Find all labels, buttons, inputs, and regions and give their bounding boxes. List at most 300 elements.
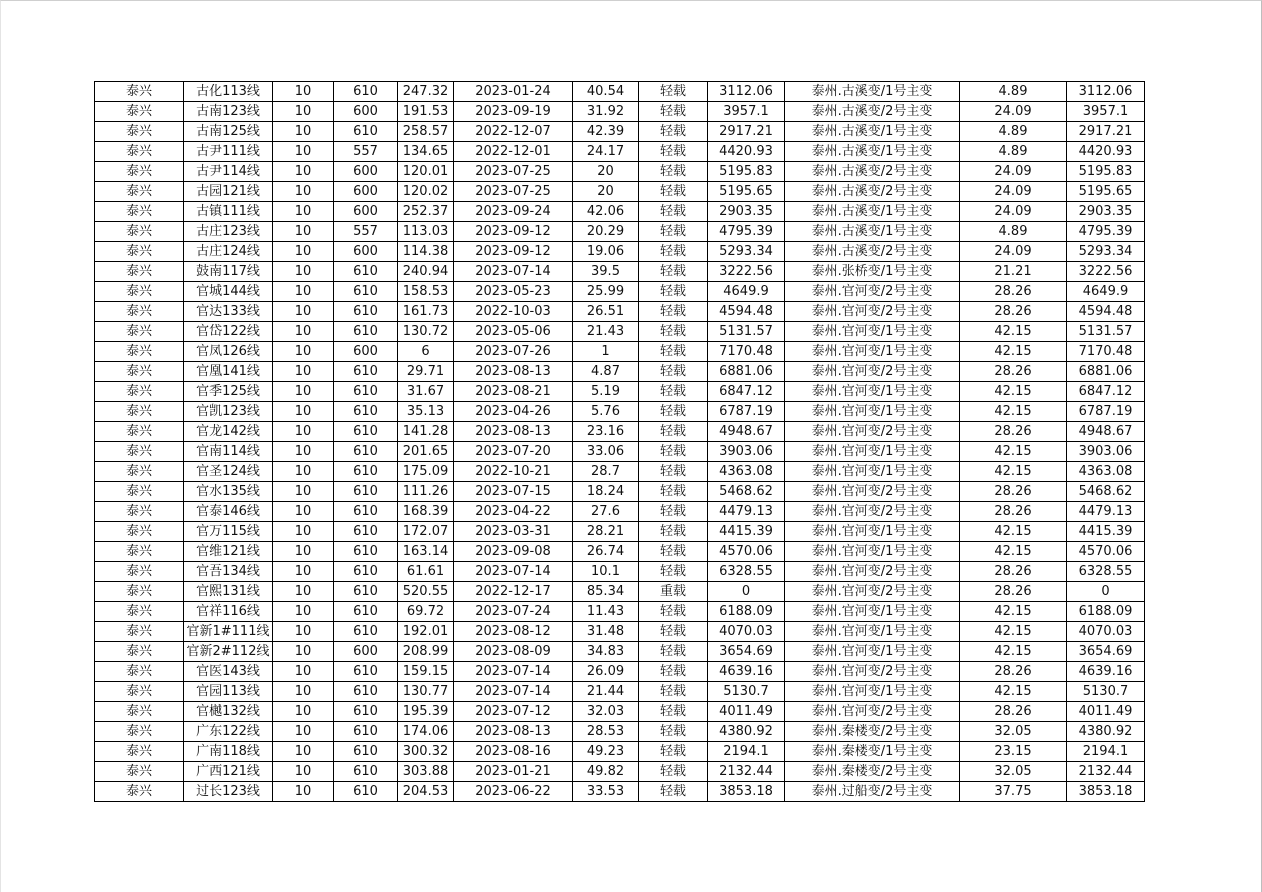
- cell-rated-current[interactable]: 610: [334, 742, 398, 762]
- cell-substation[interactable]: 泰州.官河变/2号主变: [785, 362, 960, 382]
- cell-margin[interactable]: 4011.49: [708, 702, 785, 722]
- cell-load-current[interactable]: 29.71: [398, 362, 454, 382]
- cell-date[interactable]: 2023-03-31: [454, 522, 573, 542]
- cell-transformer-load[interactable]: 42.15: [960, 442, 1067, 462]
- cell-district[interactable]: 泰兴: [95, 162, 184, 182]
- cell-substation[interactable]: 泰州.官河变/1号主变: [785, 342, 960, 362]
- cell-load-rate[interactable]: 40.54: [573, 82, 639, 102]
- cell-substation[interactable]: 泰州.古溪变/1号主变: [785, 142, 960, 162]
- cell-margin-repeat[interactable]: 6881.06: [1067, 362, 1145, 382]
- cell-load-rate[interactable]: 20: [573, 182, 639, 202]
- cell-margin-repeat[interactable]: 5131.57: [1067, 322, 1145, 342]
- cell-margin-repeat[interactable]: 2194.1: [1067, 742, 1145, 762]
- cell-district[interactable]: 泰兴: [95, 522, 184, 542]
- cell-load-type[interactable]: 轻载: [639, 522, 708, 542]
- cell-district[interactable]: 泰兴: [95, 462, 184, 482]
- cell-voltage[interactable]: 10: [273, 142, 334, 162]
- cell-transformer-load[interactable]: 4.89: [960, 222, 1067, 242]
- cell-voltage[interactable]: 10: [273, 742, 334, 762]
- cell-transformer-load[interactable]: 28.26: [960, 582, 1067, 602]
- cell-transformer-load[interactable]: 24.09: [960, 162, 1067, 182]
- cell-load-rate[interactable]: 27.6: [573, 502, 639, 522]
- cell-load-type[interactable]: 轻载: [639, 502, 708, 522]
- cell-margin-repeat[interactable]: 2917.21: [1067, 122, 1145, 142]
- cell-load-type[interactable]: 轻载: [639, 242, 708, 262]
- cell-line-name[interactable]: 古尹111线: [184, 142, 273, 162]
- cell-line-name[interactable]: 官医143线: [184, 662, 273, 682]
- cell-transformer-load[interactable]: 28.26: [960, 662, 1067, 682]
- cell-transformer-load[interactable]: 28.26: [960, 502, 1067, 522]
- cell-district[interactable]: 泰兴: [95, 262, 184, 282]
- cell-date[interactable]: 2022-12-17: [454, 582, 573, 602]
- cell-line-name[interactable]: 过长123线: [184, 782, 273, 802]
- cell-substation[interactable]: 泰州.官河变/1号主变: [785, 322, 960, 342]
- cell-voltage[interactable]: 10: [273, 342, 334, 362]
- cell-margin[interactable]: 4948.67: [708, 422, 785, 442]
- cell-load-type[interactable]: 轻载: [639, 422, 708, 442]
- cell-load-current[interactable]: 192.01: [398, 622, 454, 642]
- cell-voltage[interactable]: 10: [273, 542, 334, 562]
- cell-margin-repeat[interactable]: 4380.92: [1067, 722, 1145, 742]
- cell-load-current[interactable]: 258.57: [398, 122, 454, 142]
- cell-transformer-load[interactable]: 24.09: [960, 202, 1067, 222]
- cell-transformer-load[interactable]: 28.26: [960, 282, 1067, 302]
- cell-margin-repeat[interactable]: 5293.34: [1067, 242, 1145, 262]
- cell-line-name[interactable]: 古南125线: [184, 122, 273, 142]
- cell-margin-repeat[interactable]: 7170.48: [1067, 342, 1145, 362]
- cell-line-name[interactable]: 古庄124线: [184, 242, 273, 262]
- cell-date[interactable]: 2023-07-25: [454, 182, 573, 202]
- cell-margin[interactable]: 7170.48: [708, 342, 785, 362]
- cell-substation[interactable]: 泰州.官河变/1号主变: [785, 462, 960, 482]
- cell-date[interactable]: 2023-07-14: [454, 562, 573, 582]
- cell-district[interactable]: 泰兴: [95, 762, 184, 782]
- cell-margin-repeat[interactable]: 6188.09: [1067, 602, 1145, 622]
- cell-transformer-load[interactable]: 42.15: [960, 342, 1067, 362]
- cell-line-name[interactable]: 官季125线: [184, 382, 273, 402]
- cell-date[interactable]: 2023-04-22: [454, 502, 573, 522]
- cell-load-rate[interactable]: 34.83: [573, 642, 639, 662]
- cell-load-rate[interactable]: 28.7: [573, 462, 639, 482]
- cell-margin-repeat[interactable]: 4639.16: [1067, 662, 1145, 682]
- cell-margin-repeat[interactable]: 4070.03: [1067, 622, 1145, 642]
- cell-margin-repeat[interactable]: 4948.67: [1067, 422, 1145, 442]
- cell-transformer-load[interactable]: 24.09: [960, 182, 1067, 202]
- cell-district[interactable]: 泰兴: [95, 82, 184, 102]
- cell-voltage[interactable]: 10: [273, 382, 334, 402]
- cell-substation[interactable]: 泰州.古溪变/1号主变: [785, 222, 960, 242]
- cell-voltage[interactable]: 10: [273, 622, 334, 642]
- cell-transformer-load[interactable]: 32.05: [960, 762, 1067, 782]
- cell-load-type[interactable]: 轻载: [639, 222, 708, 242]
- cell-voltage[interactable]: 10: [273, 162, 334, 182]
- cell-margin[interactable]: 3957.1: [708, 102, 785, 122]
- cell-margin[interactable]: 5195.83: [708, 162, 785, 182]
- cell-rated-current[interactable]: 610: [334, 402, 398, 422]
- cell-line-name[interactable]: 官泰146线: [184, 502, 273, 522]
- cell-date[interactable]: 2023-06-22: [454, 782, 573, 802]
- cell-load-type[interactable]: 轻载: [639, 142, 708, 162]
- cell-load-rate[interactable]: 1: [573, 342, 639, 362]
- cell-load-rate[interactable]: 21.43: [573, 322, 639, 342]
- cell-margin-repeat[interactable]: 2903.35: [1067, 202, 1145, 222]
- cell-load-current[interactable]: 31.67: [398, 382, 454, 402]
- cell-load-rate[interactable]: 23.16: [573, 422, 639, 442]
- cell-rated-current[interactable]: 610: [334, 662, 398, 682]
- cell-load-current[interactable]: 252.37: [398, 202, 454, 222]
- cell-rated-current[interactable]: 610: [334, 482, 398, 502]
- cell-load-current[interactable]: 174.06: [398, 722, 454, 742]
- cell-voltage[interactable]: 10: [273, 782, 334, 802]
- cell-load-current[interactable]: 172.07: [398, 522, 454, 542]
- cell-line-name[interactable]: 官水135线: [184, 482, 273, 502]
- cell-date[interactable]: 2023-07-14: [454, 262, 573, 282]
- cell-load-current[interactable]: 195.39: [398, 702, 454, 722]
- cell-date[interactable]: 2023-08-21: [454, 382, 573, 402]
- cell-district[interactable]: 泰兴: [95, 682, 184, 702]
- cell-date[interactable]: 2023-09-08: [454, 542, 573, 562]
- cell-load-current[interactable]: 191.53: [398, 102, 454, 122]
- cell-load-rate[interactable]: 28.21: [573, 522, 639, 542]
- cell-load-current[interactable]: 240.94: [398, 262, 454, 282]
- cell-transformer-load[interactable]: 28.26: [960, 562, 1067, 582]
- cell-date[interactable]: 2023-01-24: [454, 82, 573, 102]
- cell-margin[interactable]: 3222.56: [708, 262, 785, 282]
- cell-load-type[interactable]: 轻载: [639, 362, 708, 382]
- cell-load-current[interactable]: 69.72: [398, 602, 454, 622]
- cell-margin[interactable]: 5293.34: [708, 242, 785, 262]
- cell-district[interactable]: 泰兴: [95, 422, 184, 442]
- cell-substation[interactable]: 泰州.秦楼变/2号主变: [785, 722, 960, 742]
- cell-transformer-load[interactable]: 21.21: [960, 262, 1067, 282]
- cell-load-current[interactable]: 120.02: [398, 182, 454, 202]
- cell-load-current[interactable]: 175.09: [398, 462, 454, 482]
- cell-district[interactable]: 泰兴: [95, 322, 184, 342]
- cell-load-rate[interactable]: 33.53: [573, 782, 639, 802]
- cell-substation[interactable]: 泰州.官河变/2号主变: [785, 582, 960, 602]
- cell-margin[interactable]: 5195.65: [708, 182, 785, 202]
- cell-load-current[interactable]: 35.13: [398, 402, 454, 422]
- cell-date[interactable]: 2023-08-12: [454, 622, 573, 642]
- cell-load-type[interactable]: 轻载: [639, 322, 708, 342]
- cell-district[interactable]: 泰兴: [95, 702, 184, 722]
- cell-load-type[interactable]: 轻载: [639, 482, 708, 502]
- cell-voltage[interactable]: 10: [273, 582, 334, 602]
- cell-transformer-load[interactable]: 42.15: [960, 322, 1067, 342]
- cell-load-type[interactable]: 重载: [639, 582, 708, 602]
- cell-district[interactable]: 泰兴: [95, 782, 184, 802]
- cell-voltage[interactable]: 10: [273, 602, 334, 622]
- cell-voltage[interactable]: 10: [273, 682, 334, 702]
- cell-load-rate[interactable]: 31.48: [573, 622, 639, 642]
- cell-transformer-load[interactable]: 37.75: [960, 782, 1067, 802]
- cell-district[interactable]: 泰兴: [95, 302, 184, 322]
- cell-transformer-load[interactable]: 28.26: [960, 362, 1067, 382]
- cell-date[interactable]: 2023-09-19: [454, 102, 573, 122]
- cell-line-name[interactable]: 官樾132线: [184, 702, 273, 722]
- cell-margin-repeat[interactable]: 5130.7: [1067, 682, 1145, 702]
- cell-rated-current[interactable]: 600: [334, 182, 398, 202]
- cell-load-type[interactable]: 轻载: [639, 262, 708, 282]
- cell-voltage[interactable]: 10: [273, 482, 334, 502]
- cell-date[interactable]: 2023-07-24: [454, 602, 573, 622]
- cell-rated-current[interactable]: 610: [334, 302, 398, 322]
- cell-date[interactable]: 2023-05-06: [454, 322, 573, 342]
- cell-load-type[interactable]: 轻载: [639, 402, 708, 422]
- cell-date[interactable]: 2023-04-26: [454, 402, 573, 422]
- cell-line-name[interactable]: 官凤126线: [184, 342, 273, 362]
- cell-line-name[interactable]: 官万115线: [184, 522, 273, 542]
- cell-substation[interactable]: 泰州.官河变/2号主变: [785, 502, 960, 522]
- cell-load-rate[interactable]: 85.34: [573, 582, 639, 602]
- cell-load-type[interactable]: 轻载: [639, 382, 708, 402]
- cell-margin-repeat[interactable]: 3222.56: [1067, 262, 1145, 282]
- cell-rated-current[interactable]: 610: [334, 582, 398, 602]
- cell-load-type[interactable]: 轻载: [639, 662, 708, 682]
- cell-voltage[interactable]: 10: [273, 202, 334, 222]
- cell-load-current[interactable]: 208.99: [398, 642, 454, 662]
- cell-margin-repeat[interactable]: 4415.39: [1067, 522, 1145, 542]
- cell-transformer-load[interactable]: 42.15: [960, 462, 1067, 482]
- cell-rated-current[interactable]: 610: [334, 322, 398, 342]
- cell-margin[interactable]: 3654.69: [708, 642, 785, 662]
- cell-transformer-load[interactable]: 28.26: [960, 422, 1067, 442]
- cell-rated-current[interactable]: 610: [334, 682, 398, 702]
- cell-date[interactable]: 2023-08-13: [454, 362, 573, 382]
- cell-line-name[interactable]: 官维121线: [184, 542, 273, 562]
- cell-voltage[interactable]: 10: [273, 122, 334, 142]
- cell-load-current[interactable]: 159.15: [398, 662, 454, 682]
- cell-voltage[interactable]: 10: [273, 322, 334, 342]
- cell-load-current[interactable]: 141.28: [398, 422, 454, 442]
- cell-district[interactable]: 泰兴: [95, 582, 184, 602]
- cell-substation[interactable]: 泰州.官河变/1号主变: [785, 642, 960, 662]
- cell-voltage[interactable]: 10: [273, 242, 334, 262]
- cell-margin[interactable]: 4795.39: [708, 222, 785, 242]
- cell-voltage[interactable]: 10: [273, 422, 334, 442]
- cell-load-rate[interactable]: 5.76: [573, 402, 639, 422]
- cell-date[interactable]: 2023-05-23: [454, 282, 573, 302]
- cell-load-rate[interactable]: 31.92: [573, 102, 639, 122]
- cell-date[interactable]: 2023-01-21: [454, 762, 573, 782]
- cell-rated-current[interactable]: 610: [334, 562, 398, 582]
- cell-load-type[interactable]: 轻载: [639, 562, 708, 582]
- cell-voltage[interactable]: 10: [273, 762, 334, 782]
- cell-district[interactable]: 泰兴: [95, 202, 184, 222]
- cell-district[interactable]: 泰兴: [95, 602, 184, 622]
- cell-transformer-load[interactable]: 24.09: [960, 242, 1067, 262]
- cell-load-current[interactable]: 114.38: [398, 242, 454, 262]
- cell-date[interactable]: 2023-07-14: [454, 682, 573, 702]
- cell-substation[interactable]: 泰州.官河变/1号主变: [785, 602, 960, 622]
- cell-line-name[interactable]: 官凰141线: [184, 362, 273, 382]
- cell-substation[interactable]: 泰州.官河变/1号主变: [785, 522, 960, 542]
- cell-margin[interactable]: 4420.93: [708, 142, 785, 162]
- cell-rated-current[interactable]: 600: [334, 642, 398, 662]
- cell-load-rate[interactable]: 10.1: [573, 562, 639, 582]
- cell-load-rate[interactable]: 28.53: [573, 722, 639, 742]
- cell-voltage[interactable]: 10: [273, 82, 334, 102]
- cell-rated-current[interactable]: 600: [334, 162, 398, 182]
- cell-date[interactable]: 2023-09-12: [454, 222, 573, 242]
- cell-load-current[interactable]: 134.65: [398, 142, 454, 162]
- cell-substation[interactable]: 泰州.古溪变/2号主变: [785, 162, 960, 182]
- cell-voltage[interactable]: 10: [273, 222, 334, 242]
- cell-margin-repeat[interactable]: 5468.62: [1067, 482, 1145, 502]
- cell-transformer-load[interactable]: 4.89: [960, 142, 1067, 162]
- cell-line-name[interactable]: 古尹114线: [184, 162, 273, 182]
- cell-margin-repeat[interactable]: 3654.69: [1067, 642, 1145, 662]
- cell-load-current[interactable]: 113.03: [398, 222, 454, 242]
- cell-line-name[interactable]: 古园121线: [184, 182, 273, 202]
- cell-load-type[interactable]: 轻载: [639, 702, 708, 722]
- cell-date[interactable]: 2023-08-09: [454, 642, 573, 662]
- cell-date[interactable]: 2023-07-15: [454, 482, 573, 502]
- cell-district[interactable]: 泰兴: [95, 122, 184, 142]
- cell-margin[interactable]: 3112.06: [708, 82, 785, 102]
- cell-substation[interactable]: 泰州.古溪变/1号主变: [785, 122, 960, 142]
- cell-transformer-load[interactable]: 28.26: [960, 302, 1067, 322]
- cell-voltage[interactable]: 10: [273, 182, 334, 202]
- cell-load-current[interactable]: 161.73: [398, 302, 454, 322]
- cell-load-rate[interactable]: 33.06: [573, 442, 639, 462]
- cell-load-rate[interactable]: 4.87: [573, 362, 639, 382]
- cell-rated-current[interactable]: 610: [334, 362, 398, 382]
- cell-load-rate[interactable]: 49.23: [573, 742, 639, 762]
- cell-margin-repeat[interactable]: 4795.39: [1067, 222, 1145, 242]
- cell-rated-current[interactable]: 610: [334, 622, 398, 642]
- cell-transformer-load[interactable]: 42.15: [960, 642, 1067, 662]
- cell-line-name[interactable]: 官祥116线: [184, 602, 273, 622]
- cell-load-rate[interactable]: 24.17: [573, 142, 639, 162]
- cell-margin-repeat[interactable]: 3112.06: [1067, 82, 1145, 102]
- cell-substation[interactable]: 泰州.古溪变/2号主变: [785, 102, 960, 122]
- cell-load-rate[interactable]: 26.51: [573, 302, 639, 322]
- cell-line-name[interactable]: 官达133线: [184, 302, 273, 322]
- cell-voltage[interactable]: 10: [273, 302, 334, 322]
- cell-substation[interactable]: 泰州.张桥变/1号主变: [785, 262, 960, 282]
- cell-margin[interactable]: 5131.57: [708, 322, 785, 342]
- cell-line-name[interactable]: 官吾134线: [184, 562, 273, 582]
- cell-substation[interactable]: 泰州.官河变/2号主变: [785, 662, 960, 682]
- cell-margin[interactable]: 2194.1: [708, 742, 785, 762]
- cell-transformer-load[interactable]: 32.05: [960, 722, 1067, 742]
- cell-load-rate[interactable]: 49.82: [573, 762, 639, 782]
- cell-load-type[interactable]: 轻载: [639, 122, 708, 142]
- cell-voltage[interactable]: 10: [273, 722, 334, 742]
- cell-date[interactable]: 2023-09-24: [454, 202, 573, 222]
- cell-load-rate[interactable]: 42.39: [573, 122, 639, 142]
- cell-line-name[interactable]: 广东122线: [184, 722, 273, 742]
- cell-load-type[interactable]: 轻载: [639, 622, 708, 642]
- cell-margin-repeat[interactable]: 4594.48: [1067, 302, 1145, 322]
- cell-load-current[interactable]: 163.14: [398, 542, 454, 562]
- cell-date[interactable]: 2022-12-01: [454, 142, 573, 162]
- cell-rated-current[interactable]: 600: [334, 202, 398, 222]
- cell-load-type[interactable]: 轻载: [639, 742, 708, 762]
- cell-margin[interactable]: 3853.18: [708, 782, 785, 802]
- cell-margin-repeat[interactable]: 6787.19: [1067, 402, 1145, 422]
- cell-rated-current[interactable]: 610: [334, 262, 398, 282]
- cell-margin[interactable]: 5130.7: [708, 682, 785, 702]
- cell-load-type[interactable]: 轻载: [639, 762, 708, 782]
- cell-substation[interactable]: 泰州.古溪变/2号主变: [785, 242, 960, 262]
- cell-transformer-load[interactable]: 28.26: [960, 702, 1067, 722]
- cell-voltage[interactable]: 10: [273, 562, 334, 582]
- cell-substation[interactable]: 泰州.过船变/2号主变: [785, 782, 960, 802]
- cell-substation[interactable]: 泰州.秦楼变/1号主变: [785, 742, 960, 762]
- cell-load-type[interactable]: 轻载: [639, 182, 708, 202]
- cell-line-name[interactable]: 古镇111线: [184, 202, 273, 222]
- cell-date[interactable]: 2023-08-13: [454, 422, 573, 442]
- cell-load-current[interactable]: 201.65: [398, 442, 454, 462]
- cell-date[interactable]: 2022-10-03: [454, 302, 573, 322]
- cell-line-name[interactable]: 官龙142线: [184, 422, 273, 442]
- cell-voltage[interactable]: 10: [273, 642, 334, 662]
- cell-load-current[interactable]: 520.55: [398, 582, 454, 602]
- cell-load-type[interactable]: 轻载: [639, 102, 708, 122]
- cell-margin[interactable]: 2132.44: [708, 762, 785, 782]
- cell-voltage[interactable]: 10: [273, 462, 334, 482]
- cell-line-name[interactable]: 广南118线: [184, 742, 273, 762]
- cell-rated-current[interactable]: 600: [334, 342, 398, 362]
- cell-margin[interactable]: 4639.16: [708, 662, 785, 682]
- cell-margin[interactable]: 5468.62: [708, 482, 785, 502]
- cell-line-name[interactable]: 官城144线: [184, 282, 273, 302]
- cell-load-rate[interactable]: 20.29: [573, 222, 639, 242]
- cell-voltage[interactable]: 10: [273, 362, 334, 382]
- cell-voltage[interactable]: 10: [273, 442, 334, 462]
- cell-district[interactable]: 泰兴: [95, 482, 184, 502]
- cell-voltage[interactable]: 10: [273, 522, 334, 542]
- cell-rated-current[interactable]: 610: [334, 442, 398, 462]
- cell-rated-current[interactable]: 610: [334, 722, 398, 742]
- cell-rated-current[interactable]: 600: [334, 242, 398, 262]
- cell-voltage[interactable]: 10: [273, 502, 334, 522]
- cell-margin[interactable]: 4380.92: [708, 722, 785, 742]
- cell-margin[interactable]: 4070.03: [708, 622, 785, 642]
- cell-margin[interactable]: 6881.06: [708, 362, 785, 382]
- cell-district[interactable]: 泰兴: [95, 562, 184, 582]
- cell-margin-repeat[interactable]: 4363.08: [1067, 462, 1145, 482]
- cell-margin-repeat[interactable]: 5195.65: [1067, 182, 1145, 202]
- cell-load-rate[interactable]: 25.99: [573, 282, 639, 302]
- cell-transformer-load[interactable]: 4.89: [960, 82, 1067, 102]
- cell-load-rate[interactable]: 5.19: [573, 382, 639, 402]
- cell-margin-repeat[interactable]: 4420.93: [1067, 142, 1145, 162]
- cell-load-type[interactable]: 轻载: [639, 542, 708, 562]
- cell-district[interactable]: 泰兴: [95, 542, 184, 562]
- cell-district[interactable]: 泰兴: [95, 662, 184, 682]
- cell-margin[interactable]: 2917.21: [708, 122, 785, 142]
- cell-margin-repeat[interactable]: 3957.1: [1067, 102, 1145, 122]
- cell-substation[interactable]: 泰州.古溪变/1号主变: [785, 82, 960, 102]
- cell-rated-current[interactable]: 610: [334, 122, 398, 142]
- cell-substation[interactable]: 泰州.官河变/2号主变: [785, 302, 960, 322]
- cell-load-type[interactable]: 轻载: [639, 342, 708, 362]
- cell-margin[interactable]: 6787.19: [708, 402, 785, 422]
- cell-load-type[interactable]: 轻载: [639, 162, 708, 182]
- cell-load-rate[interactable]: 20: [573, 162, 639, 182]
- cell-load-type[interactable]: 轻载: [639, 602, 708, 622]
- cell-load-current[interactable]: 111.26: [398, 482, 454, 502]
- cell-rated-current[interactable]: 610: [334, 702, 398, 722]
- cell-voltage[interactable]: 10: [273, 402, 334, 422]
- cell-substation[interactable]: 泰州.官河变/2号主变: [785, 702, 960, 722]
- cell-load-rate[interactable]: 18.24: [573, 482, 639, 502]
- cell-margin[interactable]: 4649.9: [708, 282, 785, 302]
- cell-load-rate[interactable]: 32.03: [573, 702, 639, 722]
